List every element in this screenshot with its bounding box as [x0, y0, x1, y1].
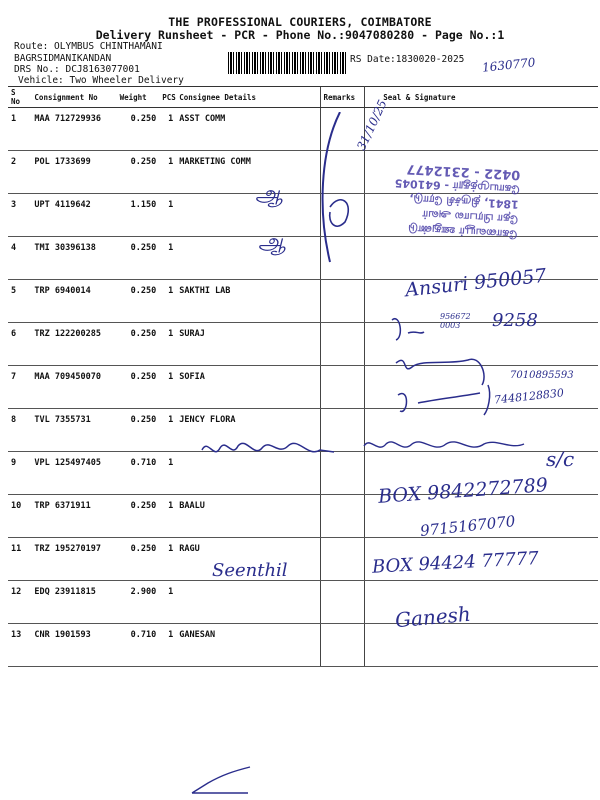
table-row	[8, 581, 598, 624]
row-sno: 9	[8, 452, 31, 495]
signature-row-9	[198, 432, 338, 466]
remarks	[320, 495, 365, 538]
col-pcs: PCS	[159, 87, 176, 108]
remarks	[320, 581, 365, 624]
footer-scribble	[188, 765, 258, 795]
row-sno: 8	[8, 409, 31, 452]
col-weight: Weight	[117, 87, 160, 108]
pcs: 1	[159, 323, 176, 366]
col-seal: Seal & Signature	[365, 87, 598, 108]
col-sno: S No	[8, 87, 31, 108]
pcs: 1	[159, 581, 176, 624]
remarks	[320, 280, 365, 323]
remarks	[320, 366, 365, 409]
consignee	[176, 581, 320, 624]
consignment-no: EDQ 23911815	[31, 581, 116, 624]
weight: 0.250	[117, 323, 160, 366]
stamp-line-5: 0422 - 2312477	[406, 160, 521, 182]
row-sno: 2	[8, 151, 31, 194]
stamp-line-4: கோயமுத்தூர் - 641045	[394, 176, 520, 196]
weight: 0.250	[117, 237, 160, 280]
remarks	[320, 538, 365, 581]
weight: 0.710	[117, 452, 160, 495]
consignment-no: TRP 6940014	[31, 280, 116, 323]
weight: 0.250	[117, 280, 160, 323]
consignment-no: POL 1733699	[31, 151, 116, 194]
weight: 0.250	[117, 108, 160, 151]
pcs: 1	[159, 366, 176, 409]
remarks	[320, 323, 365, 366]
weight: 2.900	[117, 581, 160, 624]
consignment-no: MAA 712729936	[31, 108, 116, 151]
company-stamp	[367, 114, 523, 242]
table-header-row	[8, 87, 598, 108]
pcs: 1	[159, 495, 176, 538]
stamp-line-1: கோவையூர் ஊதுண்டு	[407, 222, 518, 241]
consignment-no: TVL 7355731	[31, 409, 116, 452]
consignment-no: MAA 709450070	[31, 366, 116, 409]
weight: 0.250	[117, 151, 160, 194]
weight: 0.250	[117, 495, 160, 538]
route-label: Route: OLYMBUS CHINTHAMANI	[14, 41, 163, 52]
runsheet-subtitle: Delivery Runsheet - PCR - Phone No.:9047080280 - Page No.:1	[95, 28, 505, 42]
signature-row-9b	[360, 432, 530, 460]
consignee: GANESAN	[176, 624, 320, 667]
col-remarks: Remarks	[320, 87, 365, 108]
handwritten-date: 31/10/25	[354, 97, 390, 153]
weight: 1.150	[117, 194, 160, 237]
handwritten-row-9: s/c	[546, 447, 575, 471]
weight: 0.250	[117, 366, 160, 409]
row-sno: 5	[8, 280, 31, 323]
consignment-no: TRZ 122200285	[31, 323, 116, 366]
consignment-no: VPL 125497405	[31, 452, 116, 495]
weight: 0.250	[117, 409, 160, 452]
consignee: MARKETING COMM	[176, 151, 320, 194]
handwritten-number: 1630770	[481, 55, 537, 75]
weight: 0.250	[117, 538, 160, 581]
consignee	[176, 237, 320, 280]
row-sno: 11	[8, 538, 31, 581]
consignment-no: UPT 4119642	[31, 194, 116, 237]
consignee: BAALU	[176, 495, 320, 538]
row-sno: 7	[8, 366, 31, 409]
handwritten-sign-4: ஆ	[258, 230, 286, 255]
handwritten-row-5: Ansuri 950057	[404, 264, 548, 302]
consignee: SOFIA	[176, 366, 320, 409]
col-consignee: Consignee Details	[176, 87, 320, 108]
handwritten-row-12a: Seenthil	[212, 560, 288, 581]
consignee: ASST COMM	[176, 108, 320, 151]
pcs: 1	[159, 538, 176, 581]
handwritten-row-12b: BOX 94424 77777	[371, 547, 540, 578]
consignment-no: TMI 30396138	[31, 237, 116, 280]
drs-number: DRS No.: DCJ8163077001	[14, 64, 140, 75]
consignee: SAKTHI LAB	[176, 280, 320, 323]
handwritten-row-7: 7010895593	[510, 370, 574, 381]
consignee: SURAJ	[176, 323, 320, 366]
handwritten-sign-3: ஆ	[255, 182, 283, 207]
pcs: 1	[159, 624, 176, 667]
handwritten-row-8: 7448128830	[493, 386, 565, 407]
consignment-no: CNR 1901593	[31, 624, 116, 667]
row-sno: 1	[8, 108, 31, 151]
table-row	[8, 624, 598, 667]
col-consignment: Consignment No	[31, 87, 116, 108]
pcs: 1	[159, 194, 176, 237]
barcode	[228, 52, 346, 74]
row-sno: 12	[8, 581, 31, 624]
pcs: 1	[159, 151, 176, 194]
handwritten-row-6: 9258	[492, 310, 538, 331]
weight: 0.710	[117, 624, 160, 667]
stamp-line-2: தோ பிரபால அவர்	[422, 207, 519, 226]
pcs: 1	[159, 108, 176, 151]
handwritten-row-10: BOX 9842272789	[377, 474, 549, 508]
row-sno: 4	[8, 237, 31, 280]
vehicle-label: Vehicle: Two Wheeler Delivery	[18, 75, 184, 86]
stamp-line-3: 1841, திருச்சி ரோடு,	[408, 192, 520, 211]
pcs: 1	[159, 409, 176, 452]
row-sno: 6	[8, 323, 31, 366]
handwritten-row-11: 9715167070	[419, 512, 517, 540]
staff-label: BAGRSIDMANIKANDAN	[14, 53, 112, 64]
consignment-no: TRZ 195270197	[31, 538, 116, 581]
pcs: 1	[159, 452, 176, 495]
pcs: 1	[159, 237, 176, 280]
row-sno: 10	[8, 495, 31, 538]
handwritten-row-13: Ganesh	[394, 601, 472, 633]
row-sno: 13	[8, 624, 31, 667]
rs-date: RS Date:1830020-2025	[350, 54, 465, 65]
consignee	[176, 194, 320, 237]
row-sno: 3	[8, 194, 31, 237]
consignee: JENCY FLORA	[176, 409, 320, 452]
remarks	[320, 624, 365, 667]
signature-row-6-7-8	[388, 315, 508, 420]
consignment-no: TRP 6371911	[31, 495, 116, 538]
handwritten-row-6b: 956672 0003	[440, 312, 471, 330]
pcs: 1	[159, 280, 176, 323]
consignee: RAGU	[176, 538, 320, 581]
runsheet-title: THE PROFESSIONAL COURIERS, COIMBATORE	[168, 15, 432, 29]
